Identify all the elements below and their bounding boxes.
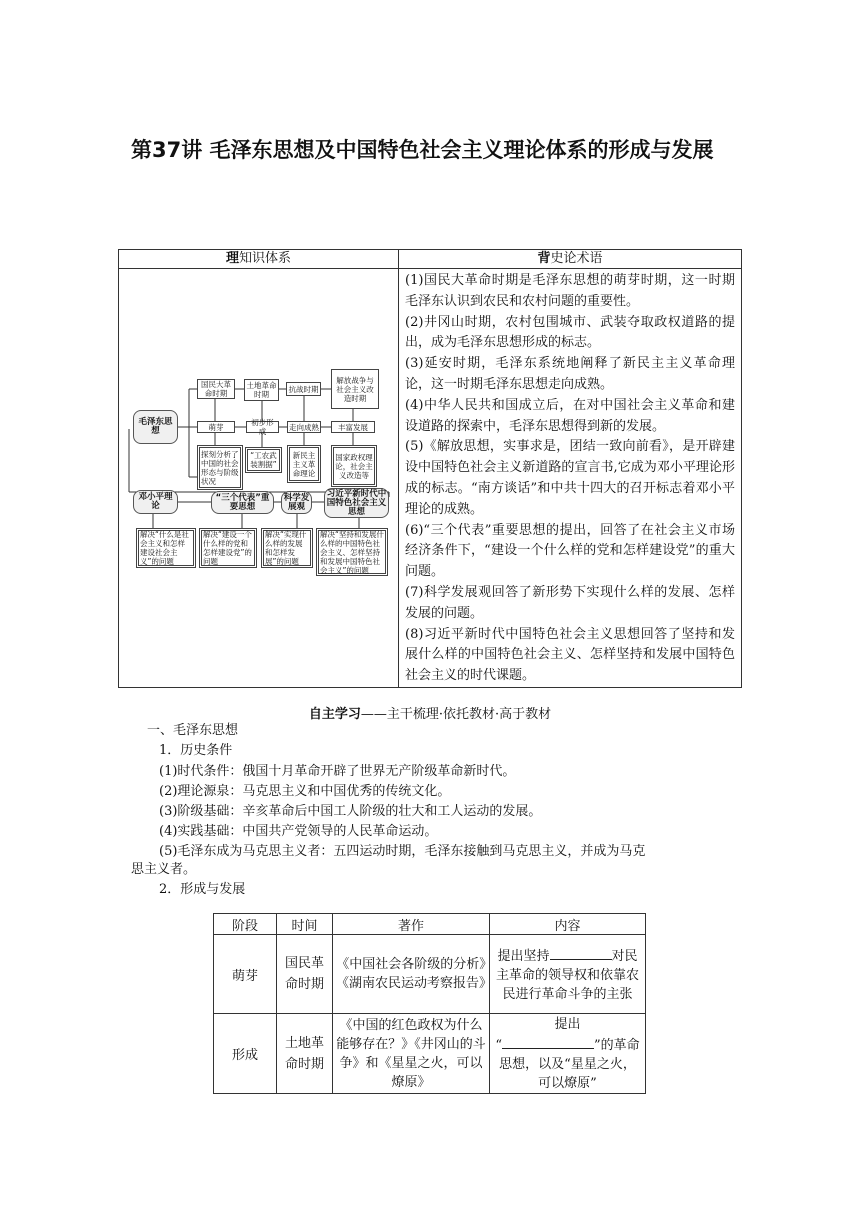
condition-practice: (4)实践基础：中国共产党领导的人民革命运动。	[159, 824, 438, 839]
diagram-cell	[119, 269, 399, 688]
theory-three-represents: “三个代表”重要思想	[211, 491, 274, 514]
col-time: 时间	[277, 914, 333, 935]
terms-cell	[399, 269, 742, 688]
condition-marxist-a: (5)毛泽东成为马克思主义者：五四运动时期，毛泽东接触到马克思主义，并成为马克	[159, 844, 646, 859]
knowledge-table	[118, 249, 742, 688]
condition-class: (3)阶级基础：辛亥革命后中国工人阶级的壮大和工人运动的发展。	[159, 804, 542, 819]
cell-works: 《中国的红色政权为什么能够存在？》《井冈山的斗争》和《星星之火，可以燎原》	[333, 1014, 490, 1094]
stage-initial-formation: 初步形成	[246, 421, 279, 433]
answer-deng: 解决“什么是社会主义和怎样建设社会主义”的问题	[136, 528, 196, 568]
answer-scientific-development: 解决“实现什么样的发展和怎样发展”的问题	[261, 528, 313, 568]
work-state-power: 国家政权理论，社会主义改造等	[331, 445, 377, 487]
fill-blank[interactable]	[550, 945, 612, 960]
term-item: (6)“三个代表”重要思想的提出，回答了在社会主义市场经济条件下，“建设一个什么样的党和怎样建设党”的重大问题。	[405, 522, 735, 580]
condition-theory: (2)理论源泉：马克思主义和中国优秀的传统文化。	[159, 784, 451, 799]
stage-rich-development: 丰富发展	[331, 421, 375, 433]
col-content: 内容	[490, 914, 646, 935]
stage-maturity: 走向成熟	[289, 422, 319, 432]
cell-time: 土地革命时期	[277, 1014, 333, 1094]
theory-scientific-development: 科学发展观	[281, 491, 312, 514]
section-heading: 自主学习——主干梳理·依托教材·高于教材	[308, 707, 552, 722]
condition-era: (1)时代条件：俄国十月革命开辟了世界无产阶级革命新时代。	[159, 764, 516, 779]
cell-content: 提出坚持 对民主革命的领导权和依靠农民进行革命斗争的主张	[490, 935, 646, 1014]
root-mao-zedong-thought: 毛泽东思想	[133, 410, 178, 444]
term-item: (3)延安时期，毛泽东系统地阐释了新民主主义革命理论，这一时期毛泽东思想走向成熟。	[405, 356, 735, 392]
col-works: 著作	[333, 914, 490, 935]
theory-xi-jinping-thought: 习近平新时代中国特色社会主义思想	[324, 488, 389, 518]
fill-blank[interactable]	[502, 1034, 594, 1049]
period-liberation-war: 解放战争与社会主义改造时期	[331, 369, 379, 409]
cell-stage: 萌芽	[214, 935, 277, 1014]
answer-xi-jinping: 解决“坚持和发展什么样的中国特色社会主义、怎样坚持和发展中国特色社会主义”的问题	[316, 528, 388, 576]
theory-deng-xiaoping: 邓小平理论	[133, 490, 178, 514]
term-item: (8)习近平新时代中国特色社会主义思想回答了坚持和发展什么样的中国特色社会主义、怎样坚持和发展中国特色社会主义的时代课题。	[405, 626, 735, 684]
header-terms: 背史论术语	[399, 250, 742, 269]
heading-formation: 2．形成与发展	[159, 882, 246, 897]
answer-three-represents: 解决“建设一个什么样的党和怎样建设党”的问题	[199, 528, 257, 568]
work-armed-separatism: “工农武装割据”	[245, 447, 282, 473]
cell-stage: 形成	[214, 1014, 277, 1094]
term-item: (2)井冈山时期，农村包围城市、武装夺取政权道路的提出，成为毛泽东思想形成的标志。	[405, 314, 735, 351]
mind-map-diagram	[119, 269, 398, 685]
work-new-democracy: 新民主主义革命理论	[287, 445, 321, 483]
cell-works: 《中国社会各阶级的分析》《湖南农民运动考察报告》	[333, 935, 490, 1014]
heading-historical-conditions: 1．历史条件	[159, 743, 233, 758]
term-item: (7)科学发展观回答了新形势下实现什么样的发展、怎样发展的问题。	[405, 584, 735, 621]
table-row	[214, 935, 646, 1014]
period-land-revolution: 土地革命时期	[244, 379, 279, 401]
cell-content: 提出 “ ”的革命思想，以及“星星之火，可以燎原”	[490, 1014, 646, 1094]
term-item: (5)《解放思想，实事求是，团结一致向前看》，是开辟建设中国特色社会主义新道路的宣言书,它成为邓小平理论形成的标志。“南方谈话”和中共十四大的召开标志着邓小平理论的成熟。	[405, 439, 735, 517]
header-knowledge-system: 理知识体系	[119, 250, 399, 269]
col-stage: 阶段	[214, 914, 277, 935]
term-item: (4)中华人民共和国成立后，在对中国社会主义革命和建设道路的探索中，毛泽东思想得到新的发展。	[405, 397, 735, 434]
table-row	[214, 1014, 646, 1094]
stage-germination: 萌芽	[197, 421, 235, 433]
term-item: (1)国民大革命时期是毛泽东思想的萌芽时期，这一时期毛泽东认识到农民和农村问题的重要性。	[405, 273, 735, 309]
heading-mao-thought: 一、毛泽东思想	[147, 723, 239, 738]
period-anti-japanese-war: 抗战时期	[286, 382, 321, 396]
page-title: 第37讲 毛泽东思想及中国特色社会主义理论体系的形成与发展	[131, 138, 714, 162]
cell-time: 国民革命时期	[277, 935, 333, 1014]
condition-marxist-b: 思主义者。	[131, 862, 197, 877]
formation-table	[213, 913, 646, 1094]
period-national-revolution: 国民大革命时期	[197, 379, 235, 399]
work-class-analysis: 探刻分析了中国的社会形态与阶级状况	[197, 445, 243, 490]
